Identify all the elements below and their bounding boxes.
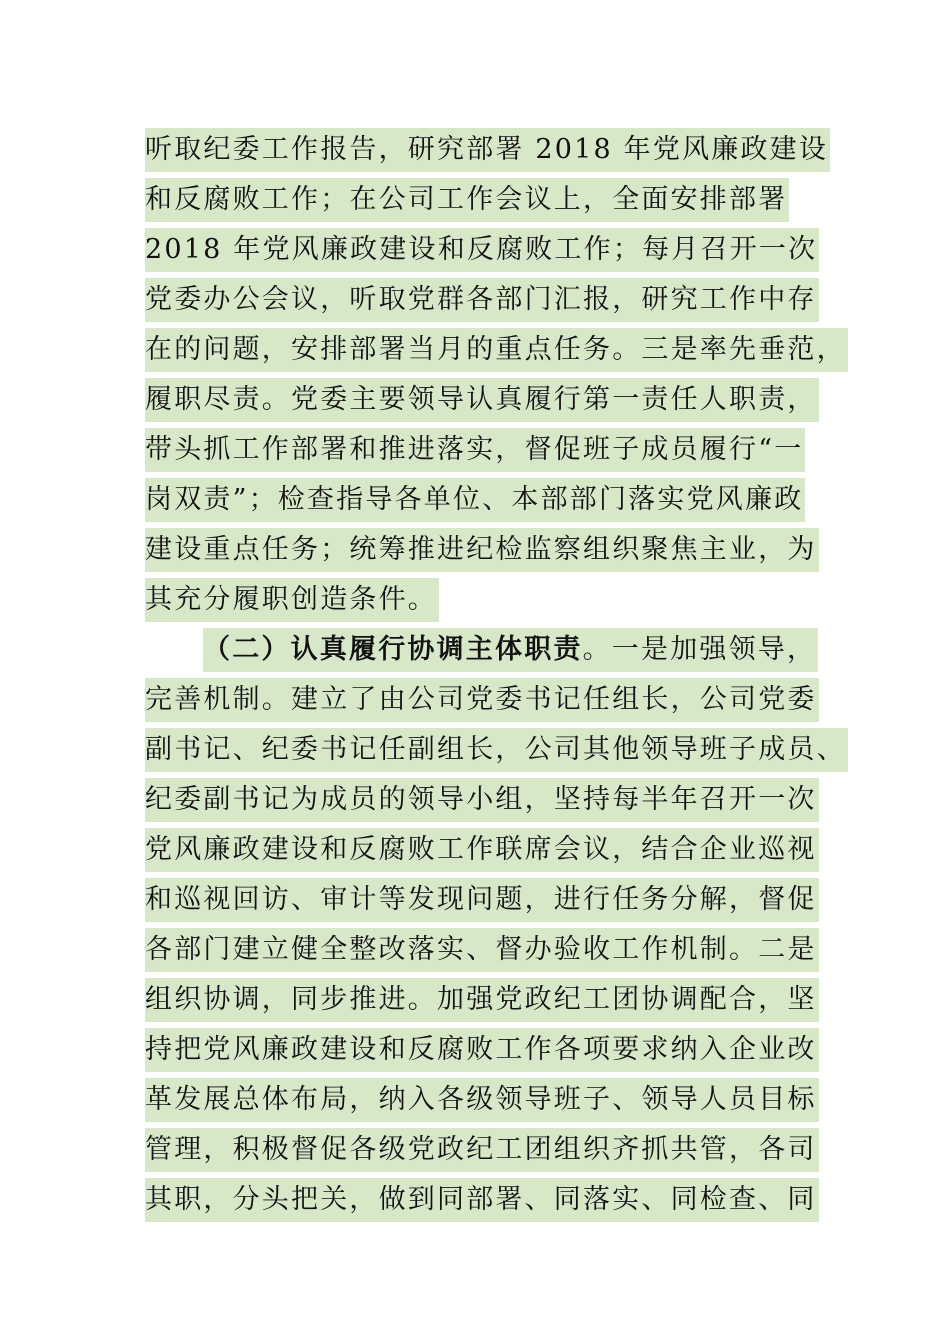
text-line <box>145 1175 848 1225</box>
text-line <box>145 875 848 925</box>
text-line <box>145 175 848 225</box>
highlighted-text: 副书记、纪委书记任副组长，公司其他领导班子成员、 <box>145 728 848 772</box>
highlighted-text: 其职，分头把关，做到同部署、同落实、同检查、同 <box>145 1178 819 1222</box>
document-body <box>145 125 848 1225</box>
text-line <box>145 225 848 275</box>
highlighted-text: 其充分履职创造条件。 <box>145 578 439 622</box>
highlighted-text: 完善机制。建立了由公司党委书记任组长，公司党委 <box>145 678 819 722</box>
section-heading-rest: 。一是加强领导， <box>582 634 817 665</box>
highlighted-text: 听取纪委工作报告，研究部署 2018 年党风廉政建设 <box>145 128 830 172</box>
text-line <box>145 275 848 325</box>
text-line <box>145 725 848 775</box>
text-line <box>145 1075 848 1125</box>
text-line <box>145 775 848 825</box>
highlighted-text: 2018 年党风廉政建设和反腐败工作；每月召开一次 <box>145 228 819 272</box>
text-line <box>145 425 848 475</box>
highlighted-text: 和反腐败工作；在公司工作会议上，全面安排部署 <box>145 178 789 222</box>
text-line <box>145 325 848 375</box>
highlighted-text: 带头抓工作部署和推进落实，督促班子成员履行“一 <box>145 428 805 472</box>
text-line <box>145 1125 848 1175</box>
highlighted-text: 纪委副书记为成员的领导小组，坚持每半年召开一次 <box>145 778 819 822</box>
text-line <box>145 1025 848 1075</box>
text-line <box>145 375 848 425</box>
text-line <box>145 475 848 525</box>
highlighted-text: 持把党风廉政建设和反腐败工作各项要求纳入企业改 <box>145 1028 819 1072</box>
highlighted-text: 组织协调，同步推进。加强党政纪工团协调配合，坚 <box>145 978 819 1022</box>
text-line <box>145 525 848 575</box>
text-line <box>145 675 848 725</box>
section-heading-wrap <box>203 628 818 672</box>
highlighted-text: 岗双责”；检查指导各单位、本部部门落实党风廉政 <box>145 478 805 522</box>
highlighted-text: 党风廉政建设和反腐败工作联席会议，结合企业巡视 <box>145 828 819 872</box>
highlighted-text: 管理，积极督促各级党政纪工团组织齐抓共管，各司 <box>145 1128 819 1172</box>
highlighted-text: 和巡视回访、审计等发现问题，进行任务分解，督促 <box>145 878 819 922</box>
highlighted-text: 履职尽责。党委主要领导认真履行第一责任人职责， <box>145 378 819 422</box>
highlighted-text: 在的问题，安排部署当月的重点任务。三是率先垂范， <box>145 328 848 372</box>
text-line <box>145 825 848 875</box>
highlighted-text: 各部门建立健全整改落实、督办验收工作机制。二是 <box>145 928 819 972</box>
highlighted-text: 建设重点任务；统筹推进纪检监察组织聚焦主业，为 <box>145 528 819 572</box>
section-heading: （二）认真履行协调主体职责 <box>203 634 583 665</box>
highlighted-text: 党委办公会议，听取党群各部门汇报，研究工作中存 <box>145 278 819 322</box>
text-line <box>145 925 848 975</box>
text-line <box>145 125 848 175</box>
highlighted-text: 革发展总体布局，纳入各级领导班子、领导人员目标 <box>145 1078 819 1122</box>
section-heading-line <box>145 625 848 675</box>
text-line <box>145 975 848 1025</box>
text-line <box>145 575 848 625</box>
